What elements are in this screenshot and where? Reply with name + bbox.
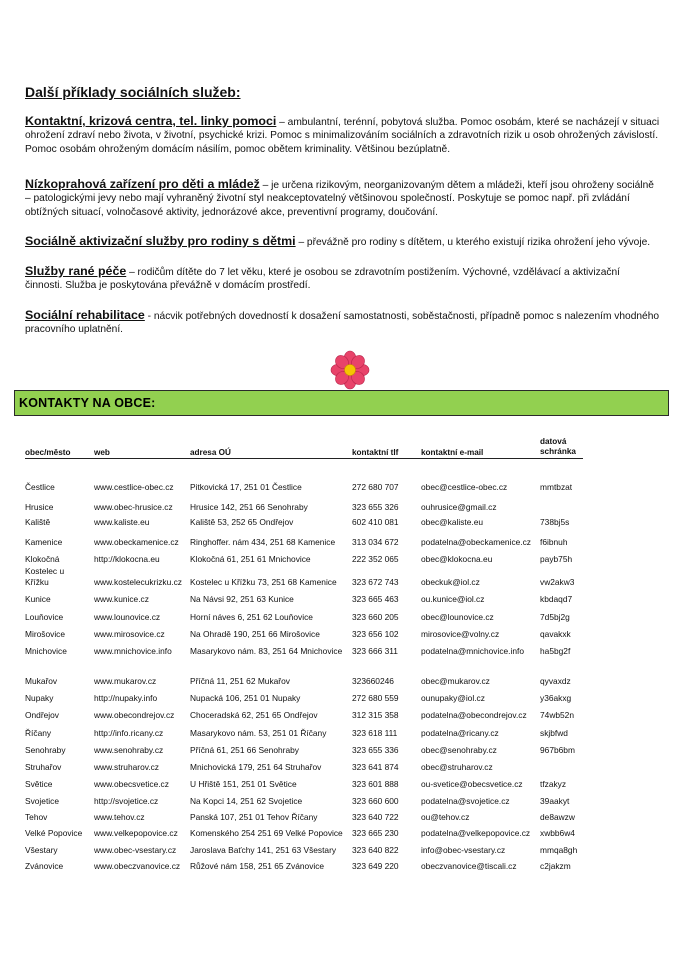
cell-databox: mmtbzat [540, 482, 573, 492]
section-low-threshold [25, 178, 660, 219]
section-title: Kontaktní, krizová centra, tel. linky pomoci [25, 114, 277, 128]
cell-web-link[interactable]: www.mirosovice.cz [94, 629, 165, 639]
cell-phone: 323 672 743 [352, 577, 399, 587]
column-header-web: web [94, 448, 110, 457]
table-row [25, 517, 645, 529]
cell-databox: qavakxk [540, 629, 571, 639]
cell-name: Klokočná [25, 554, 60, 564]
banner-title: KONTAKTY NA OBCE: [19, 396, 156, 410]
cell-web-link[interactable]: www.kunice.cz [94, 594, 149, 604]
table-row [25, 861, 645, 873]
cell-address: Mnichovická 179, 251 64 Struhařov [190, 762, 322, 772]
cell-address: U Hřiště 151, 251 01 Světice [190, 779, 297, 789]
cell-email-link[interactable]: podatelna@svojetice.cz [421, 796, 510, 806]
cell-name: Zvánovice [25, 861, 64, 871]
cell-email-link[interactable]: obec@kaliste.eu [421, 517, 484, 527]
cell-phone: 323 666 311 [352, 646, 398, 656]
table-row [25, 762, 645, 774]
section-early-care [25, 265, 660, 293]
cell-web-link[interactable]: www.obeczvanovice.cz [94, 861, 181, 871]
cell-email-link[interactable]: mirosovice@volny.cz [421, 629, 500, 639]
cell-address: Kaliště 53, 252 65 Ondřejov [190, 517, 294, 527]
table-row [25, 537, 645, 549]
cell-web-link[interactable]: www.cestlice-obec.cz [94, 482, 174, 492]
cell-databox: kbdaqd7 [540, 594, 573, 604]
cell-name: Mukařov [25, 676, 58, 686]
section-text: – rodičům dítěte do 7 let věku, které je osobou se zdravotním postižením. Výchovné, vzdělávací a aktivizační činnosti. Služba je poskytována převážně v domácím prostředí. [25, 267, 621, 292]
cell-phone: 323 656 102 [352, 629, 399, 639]
cell-email-link[interactable]: podatelna@velkepopovice.cz [421, 828, 531, 838]
cell-name: Struhařov [25, 762, 62, 772]
cell-email-link[interactable]: ounupaky@iol.cz [421, 693, 485, 703]
cell-databox: skjbfwd [540, 728, 568, 738]
cell-name: Říčany [25, 728, 52, 738]
cell-address: Hrusice 142, 251 66 Senohraby [190, 502, 308, 512]
cell-name: Ondřejov [25, 710, 59, 720]
cell-email-link[interactable]: podatelna@obecondrejov.cz [421, 710, 527, 720]
cell-email-link[interactable]: obec@klokocna.eu [421, 554, 493, 564]
cell-email-link[interactable]: obec@struharov.cz [421, 762, 493, 772]
table-row [25, 566, 645, 589]
section-text: - nácvik potřebných dovedností k dosažení samostatnosti, soběstačnosti, případně pomoc s nalezením vhodného pracovního uplatnění. [25, 311, 660, 336]
cell-name: Světice [25, 779, 53, 789]
cell-web-link[interactable]: http://klokocna.eu [94, 554, 160, 564]
cell-phone: 323 660 205 [352, 612, 399, 622]
section-text: – je určena rizikovým, neorganizovaným dětem a mládeži, kteří jsou ohroženy sociálně – patologickými jevy nebo mají vyhraněný životní styl neakceptovatelný většinovou společností. Poskytuje se pomoc např. při zvládání obtížných situací, volnočasové aktivity, jednorázové akce, preventivní programy, doučování. [25, 180, 654, 218]
cell-address: Na Návsi 92, 251 63 Kunice [190, 594, 294, 604]
table-row [25, 693, 645, 705]
column-header-databox: datová schránka [540, 437, 576, 456]
column-header-name: obec/město [25, 448, 71, 457]
cell-email-link[interactable]: podatelna@obeckamenice.cz [421, 537, 531, 547]
cell-name: Svojetice [25, 796, 59, 806]
table-row [25, 612, 645, 624]
section-title: Sociální rehabilitace [25, 308, 145, 322]
cell-name: Kaliště [25, 517, 51, 527]
cell-databox: 738bj5s [540, 517, 570, 527]
cell-address: Klokočná 61, 251 61 Mnichovice [190, 554, 311, 564]
cell-phone: 323 618 111 [352, 728, 398, 738]
cell-phone: 323 665 463 [352, 594, 399, 604]
table-row [25, 646, 645, 658]
section-contact-centers [25, 115, 660, 156]
section-rehabilitation [25, 309, 660, 337]
cell-name: Mirošovice [25, 629, 66, 639]
cell-phone: 323 655 336 [352, 745, 399, 755]
cell-address: Pitkovická 17, 251 01 Čestlice [190, 482, 302, 492]
table-row [25, 554, 645, 566]
cell-name: Nupaky [25, 693, 54, 703]
column-header-phone: kontaktní tlf [352, 448, 399, 457]
cell-email-link[interactable]: obeczvanovice@tiscali.cz [421, 861, 517, 871]
cell-name: Kostelec u Křížku [25, 566, 65, 587]
cell-web-link[interactable]: www.obec-hrusice.cz [94, 502, 173, 512]
cell-name: Kunice [25, 594, 51, 604]
column-header-address: adresa OÚ [190, 448, 231, 457]
cell-address: Ringhoffer. nám 434, 251 68 Kamenice [190, 537, 336, 547]
cell-name: Mnichovice [25, 646, 67, 656]
cell-databox: 967b6bm [540, 745, 575, 755]
cell-databox: xwbb6w4 [540, 828, 575, 838]
cell-databox: 39aakyt [540, 796, 570, 806]
cell-phone: 323 640 822 [352, 845, 399, 855]
contacts-banner [14, 390, 669, 416]
cell-email-link[interactable]: obec@lounovice.cz [421, 612, 494, 622]
table-row [25, 828, 645, 840]
cell-address: Panská 107, 251 01 Tehov Říčany [190, 812, 318, 822]
cell-web-link[interactable]: www.struharov.cz [94, 762, 159, 772]
cell-address: Masarykovo nám. 83, 251 64 Mnichovice [190, 646, 343, 656]
table-row [25, 676, 645, 688]
cell-address: Nupacká 106, 251 01 Nupaky [190, 693, 301, 703]
cell-phone: 323 601 888 [352, 779, 399, 789]
cell-email-link[interactable]: podatelna@ricany.cz [421, 728, 499, 738]
cell-name: Senohraby [25, 745, 66, 755]
table-row [25, 812, 645, 824]
cell-web-link[interactable]: www.obecsvetice.cz [94, 779, 169, 789]
cell-email-link[interactable]: ou.kunice@iol.cz [421, 594, 485, 604]
cell-address: Masarykovo nám. 53, 251 01 Říčany [190, 728, 327, 738]
cell-web-link[interactable]: www.obec-vsestary.cz [94, 845, 177, 855]
cell-address: Růžové nám 158, 251 65 Zvánovice [190, 861, 325, 871]
cell-web-link[interactable]: www.velkepopovice.cz [94, 828, 178, 838]
cell-phone: 323 649 220 [352, 861, 399, 871]
cell-web-link[interactable]: http://info.ricany.cz [94, 728, 164, 738]
page-title: Další příklady sociálních služeb: [25, 84, 241, 100]
cell-email-link[interactable]: obec@mukarov.cz [421, 676, 490, 686]
cell-phone: 323 665 230 [352, 828, 399, 838]
cell-name: Všestary [25, 845, 58, 855]
table-row [25, 594, 645, 606]
section-activation-services [25, 235, 660, 249]
cell-email-link[interactable]: info@obec-vsestary.cz [421, 845, 506, 855]
cell-name: Hrusice [25, 502, 54, 512]
table-row [25, 710, 645, 722]
table-row [25, 728, 645, 740]
cell-address: Příčná 61, 251 66 Senohraby [190, 745, 299, 755]
cell-web-link[interactable]: www.mnichovice.info [94, 646, 172, 656]
cell-address: Choceradská 62, 251 65 Ondřejov [190, 710, 318, 720]
cell-address: Komenského 254 251 69 Velké Popovice [190, 828, 343, 838]
cell-email-link[interactable]: ou-svetice@obecsvetice.cz [421, 779, 523, 789]
cell-phone: 222 352 065 [352, 554, 399, 564]
column-header-email: kontaktní e-mail [421, 448, 484, 457]
cell-databox: mmqa8gh [540, 845, 578, 855]
cell-phone: 602 410 081 [352, 517, 399, 527]
cell-databox: tfzakyz [540, 779, 567, 789]
cell-email-link[interactable]: ouhrusice@gmail.cz [421, 502, 497, 512]
cell-databox: payb75h [540, 554, 573, 564]
cell-phone: 272 680 707 [352, 482, 399, 492]
cell-address: Horní náves 6, 251 62 Louňovice [190, 612, 313, 622]
cell-address: Kostelec u Křížku 73, 251 68 Kamenice [190, 577, 337, 587]
cell-web-link[interactable]: www.obeckamenice.cz [94, 537, 179, 547]
cell-name: Kamenice [25, 537, 63, 547]
cell-databox: 7d5bj2g [540, 612, 570, 622]
cell-web-link[interactable]: http://nupaky.info [94, 693, 158, 703]
cell-web-link[interactable]: www.lounovice.cz [94, 612, 161, 622]
cell-web-link[interactable]: www.obecondrejov.cz [94, 710, 175, 720]
cell-phone: 323660246 [352, 676, 394, 686]
cell-email-link[interactable]: podatelna@mnichovice.info [421, 646, 525, 656]
cell-databox: y36akxg [540, 693, 572, 703]
cell-databox: c2jakzm [540, 861, 571, 871]
table-row [25, 779, 645, 791]
cell-email-link[interactable]: obeckuk@iol.cz [421, 577, 480, 587]
cell-phone: 323 640 722 [352, 812, 399, 822]
cell-email-link[interactable]: obec@senohraby.cz [421, 745, 497, 755]
table-row [25, 745, 645, 757]
section-title: Nízkoprahová zařízení pro děti a mládež [25, 177, 260, 191]
cell-email-link[interactable]: obec@cestlice-obec.cz [421, 482, 508, 492]
table-row [25, 629, 645, 641]
cell-phone: 323 660 600 [352, 796, 399, 806]
table-row [25, 796, 645, 808]
cell-databox: ha5bg2f [540, 646, 571, 656]
cell-web-link[interactable]: www.kaliste.eu [94, 517, 150, 527]
flower-icon [330, 350, 370, 390]
cell-web-link[interactable]: www.tehov.cz [94, 812, 145, 822]
header-divider [25, 458, 583, 459]
cell-web-link[interactable]: http://svojetice.cz [94, 796, 159, 806]
cell-address: Jaroslava Baťchy 141, 251 63 Všestary [190, 845, 337, 855]
section-text: – převážně pro rodiny s dítětem, u kterého existují rizika ohrožení jeho vývoje. [295, 237, 651, 248]
cell-phone: 323 655 326 [352, 502, 399, 512]
cell-web-link[interactable]: www.kostelecukrizku.cz [94, 577, 182, 587]
cell-databox: 74wb52n [540, 710, 574, 720]
cell-address: Na Ohradě 190, 251 66 Mirošovice [190, 629, 320, 639]
cell-phone: 313 034 672 [352, 537, 399, 547]
cell-databox: de8awzw [540, 812, 575, 822]
cell-phone: 312 315 358 [352, 710, 399, 720]
section-title: Sociálně aktivizační služby pro rodiny s dětmi [25, 234, 296, 248]
cell-web-link[interactable]: www.mukarov.cz [94, 676, 157, 686]
cell-databox: qyvaxdz [540, 676, 571, 686]
cell-databox: vw2akw3 [540, 577, 575, 587]
section-title: Služby rané péče [25, 264, 127, 278]
cell-name: Čestlice [25, 482, 55, 492]
cell-web-link[interactable]: www.senohraby.cz [94, 745, 164, 755]
table-row [25, 482, 645, 494]
cell-address: Příčná 11, 251 62 Mukařov [190, 676, 290, 686]
cell-name: Velké Popovice [25, 828, 83, 838]
cell-databox: f6ibnuh [540, 537, 568, 547]
section-text: – ambulantní, terénní, pobytová služba. Pomoc osobám, které se nacházejí v situaci ohrožení zdraví nebo života, v životní, psychické krizi. Pomoc s minimalizováním sociálních a zdravotních rizik u osob ohrožených závislostí. Pomoc osobám ohroženým domácím násilím, pomoc obětem kriminality. Většinou bezúplatně. [25, 117, 660, 155]
cell-phone: 272 680 559 [352, 693, 399, 703]
table-row [25, 845, 645, 857]
cell-name: Tehov [25, 812, 48, 822]
table-row [25, 502, 645, 514]
cell-name: Louňovice [25, 612, 64, 622]
cell-address: Na Kopci 14, 251 62 Svojetice [190, 796, 303, 806]
cell-phone: 323 641 874 [352, 762, 399, 772]
cell-email-link[interactable]: ou@tehov.cz [421, 812, 470, 822]
